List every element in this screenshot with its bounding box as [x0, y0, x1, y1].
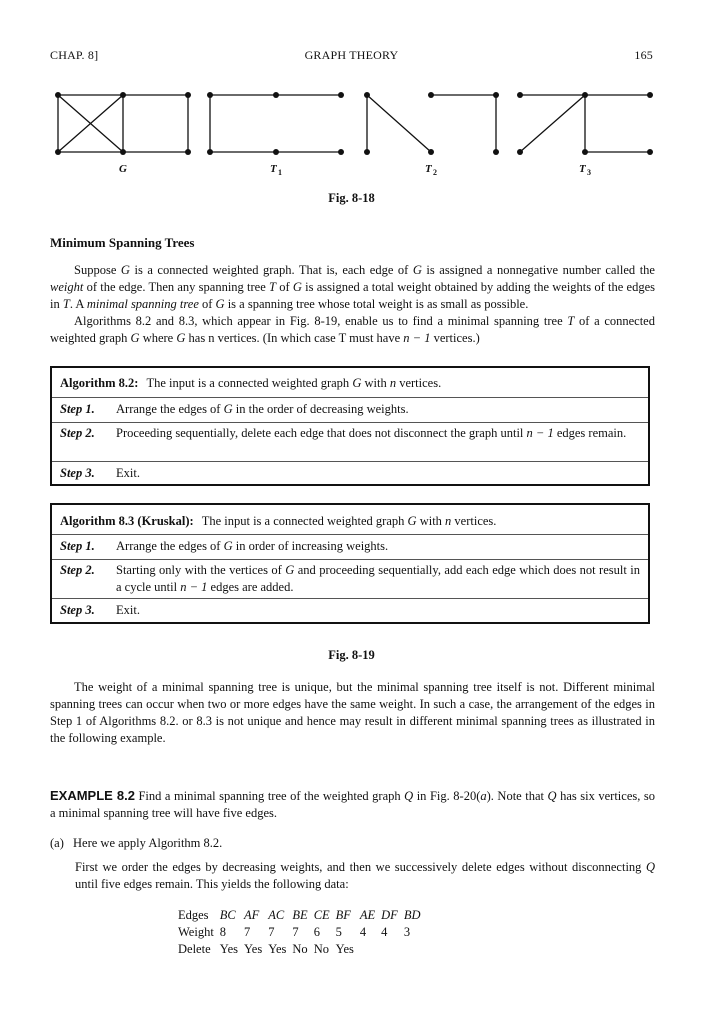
header-chapter: CHAP. 8] — [50, 48, 99, 62]
figure-8-18-caption: Fig. 8-18 — [328, 191, 375, 205]
graph-label-t3: T — [579, 163, 586, 175]
algorithm-8-2-description: The input is a connected weighted graph G with n vertices. — [146, 376, 442, 390]
part-a-label: (a) — [50, 836, 64, 850]
uniqueness-paragraph: The weight of a minimal spanning tree is unique, but the minimal spanning tree itself is not. Different minimal spanning trees can occur when two or more edges have the same weight. In such a case, the arrangement of the edges in Step 1 of Algorithms 8.2. or 8.3 is not unique and hence may result in different minimal spanning trees as illustrated in the following example. — [50, 680, 655, 745]
algorithm-8-3-step-1: Step 1. Arrange the edges of G in order of increasing weights. — [60, 539, 389, 553]
algorithm-8-3-step-2: Step 2. Starting only with the vertices of G and proceeding sequentially, add each edge which does not result in a cycle until n − 1 edges are added. — [60, 563, 641, 594]
graph-g-edges — [58, 95, 188, 152]
algorithm-8-2-header — [60, 375, 640, 392]
algorithm-8-3-step-3: Step 3. Exit. — [60, 603, 140, 617]
algorithm-8-2-step-2: Step 2. Proceeding sequentially, delete each edge that does not disconnect the graph until n − 1 edges remain. — [60, 426, 627, 440]
figure-8-19-caption: Fig. 8-19 — [328, 648, 375, 662]
algorithm-8-3-description: The input is a connected weighted graph G with n vertices. — [201, 514, 497, 528]
header-title: GRAPH THEORY — [304, 48, 399, 62]
example-title: EXAMPLE 8.2 — [50, 788, 135, 803]
part-a-text: Here we apply Algorithm 8.2. — [73, 836, 223, 850]
header-page-number: 165 — [634, 48, 653, 62]
graph-label-t2-sub: 2 — [433, 168, 437, 177]
edge-weight-table — [178, 907, 427, 958]
algorithm-8-3-title: Algorithm 8.3 (Kruskal): — [60, 514, 194, 528]
intro-paragraph-2: Algorithms 8.2 and 8.3, which appear in Fig. 8-19, enable us to find a minimal spanning tree T of a connected weighted graph G where G has n vertices. (In which case T must have n − 1 vertices.) — [50, 314, 655, 345]
algorithm-8-3-box — [50, 503, 650, 624]
table-row-edges: Edges BC AF AC BE CE BF AE DF BD — [178, 908, 421, 922]
part-a-paragraph: First we order the edges by decreasing weights, and then we successively delete edges without disconnecting Q until five edges remain. This yields the following data: — [75, 860, 655, 891]
table-row-weights: Weight 8 7 7 7 6 5 4 4 3 — [178, 925, 411, 939]
table-row-delete: Delete Yes Yes Yes No No Yes — [178, 942, 354, 956]
graph-t1-edges — [210, 95, 341, 152]
section-title: Minimum Spanning Trees — [50, 235, 195, 250]
graph-label-t1-sub: 1 — [278, 168, 282, 177]
algorithm-8-2-step-3: Step 3. Exit. — [60, 466, 140, 480]
graph-label-t1: T — [270, 163, 277, 175]
algorithm-8-2-step-1: Step 1. Arrange the edges of G in the order of decreasing weights. — [60, 402, 409, 416]
algorithm-8-2-box — [50, 366, 650, 486]
graph-label-t2: T — [425, 163, 432, 175]
graph-t3-edges — [520, 95, 650, 152]
algorithm-8-3-header — [60, 513, 640, 530]
figure-8-18-graphs — [0, 75, 703, 180]
graph-label-g: G — [119, 163, 127, 175]
graph-label-t3-sub: 3 — [587, 168, 591, 177]
part-a-line — [50, 835, 222, 852]
graph-t2-edges — [367, 95, 496, 152]
intro-paragraph-1: Suppose G is a connected weighted graph. That is, each edge of G is assigned a nonnegative number called the weight of the edge. Then any spanning tree T of G is assigned a total weight obtained by adding the weights of the edges in T. A minimal spanning tree of G is a spanning tree whose total weight is as small as possible. — [50, 263, 655, 311]
intro-text — [50, 262, 655, 347]
example-8-2: EXAMPLE 8.2 Find a minimal spanning tree of the weighted graph Q in Fig. 8-20(a). Note that Q has six vertices, so a minimal spanning tree will have five edges. — [50, 788, 655, 820]
algorithm-8-2-title: Algorithm 8.2: — [60, 376, 139, 390]
